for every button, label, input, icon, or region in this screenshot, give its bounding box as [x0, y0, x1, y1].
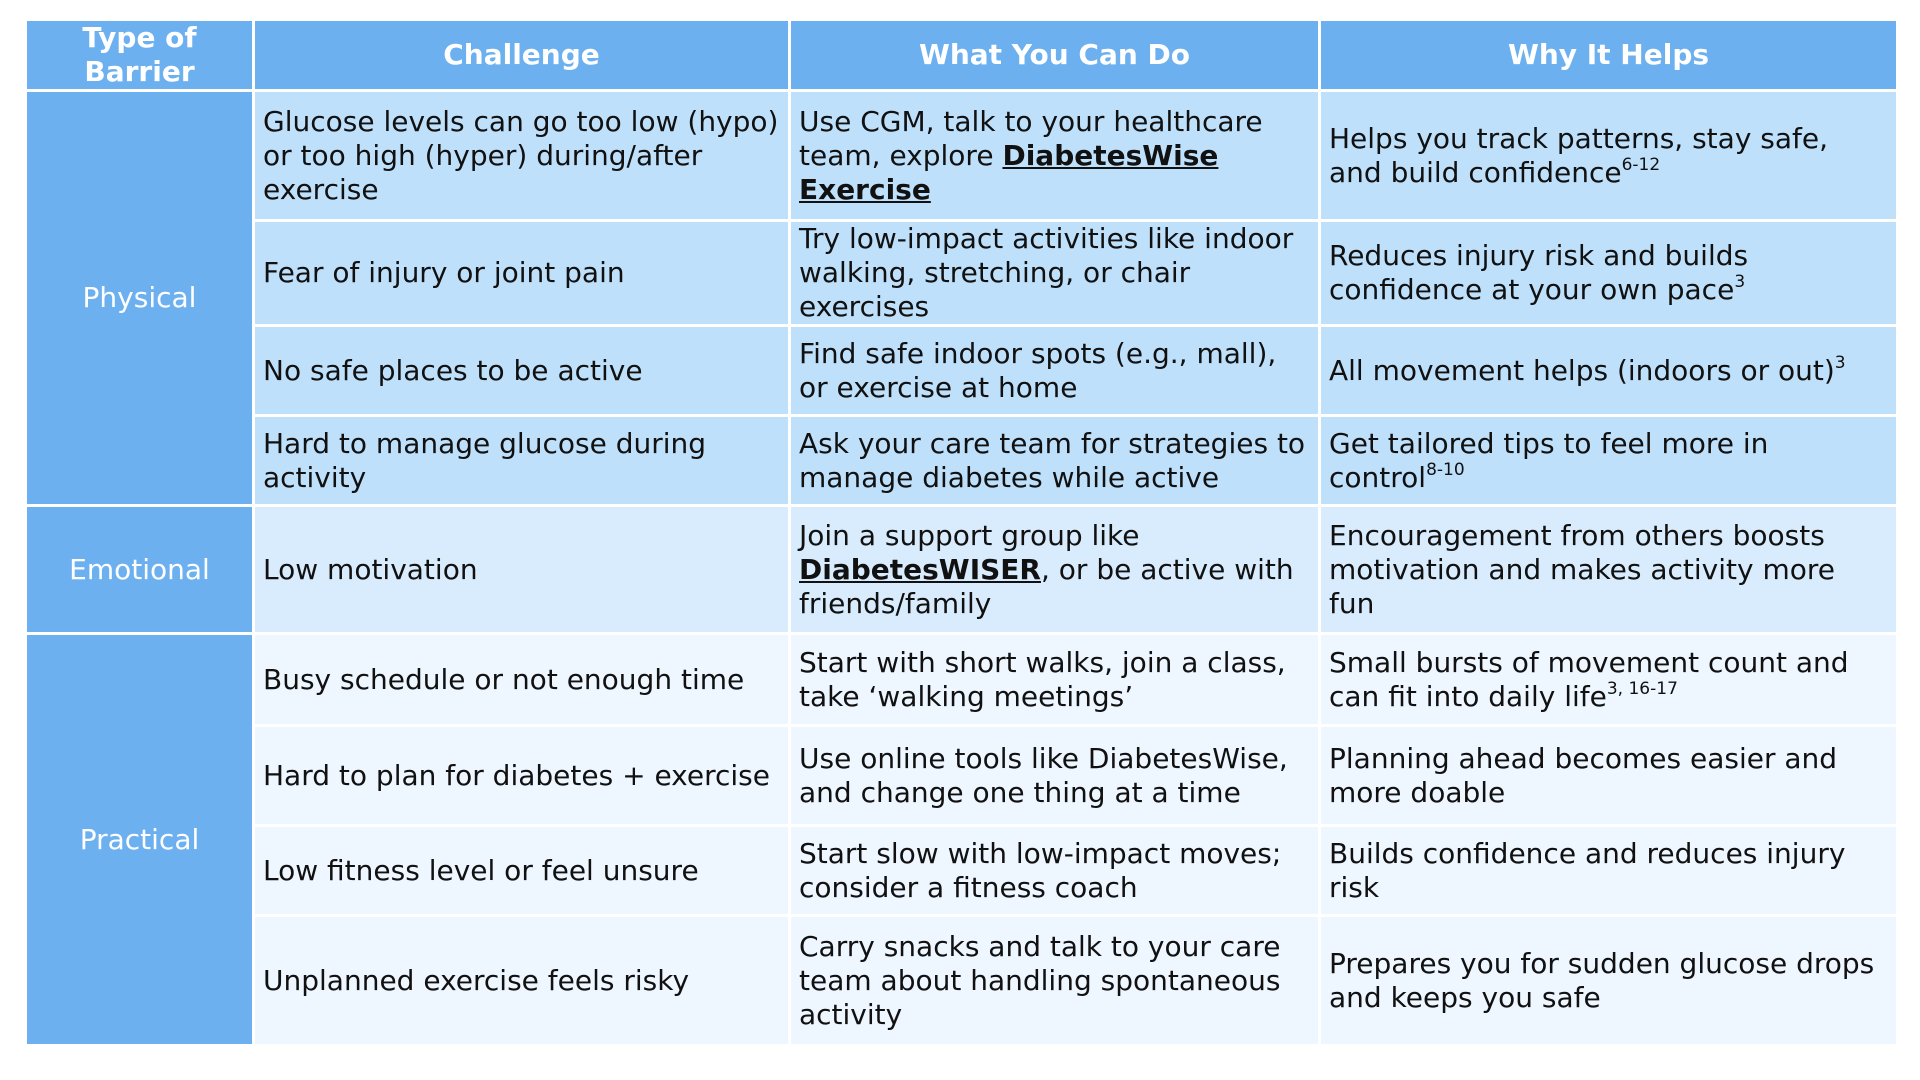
- action-cell: Start slow with low-impact moves; consider a fitness coach: [790, 826, 1320, 916]
- barrier-table: [24, 18, 1899, 1047]
- action-cell: Find safe indoor spots (e.g., mall), or exercise at home: [790, 326, 1320, 416]
- challenge-cell: Busy schedule or not enough time: [254, 634, 790, 726]
- category-emotional: Emotional: [26, 506, 254, 634]
- action-text: Use CGM, talk to your healthcare team, explore: [799, 104, 1263, 172]
- challenge-cell: Fear of injury or joint pain: [254, 221, 790, 326]
- table-row: [26, 634, 1898, 726]
- header-what-you-can-do: What You Can Do: [790, 20, 1320, 91]
- reference-superscript: 3: [1734, 272, 1746, 292]
- action-text: , or be active with friends/family: [799, 552, 1294, 620]
- challenge-cell: Hard to manage glucose during activity: [254, 416, 790, 506]
- table-row: [26, 91, 1898, 221]
- why-text: Helps you track patterns, stay safe, and build confidence: [1329, 121, 1829, 189]
- challenge-cell: Unplanned exercise feels risky: [254, 916, 790, 1046]
- table-row: [26, 506, 1898, 634]
- why-cell: Planning ahead becomes easier and more doable: [1320, 726, 1898, 826]
- why-cell: [1320, 326, 1898, 416]
- challenge-cell: Hard to plan for diabetes + exercise: [254, 726, 790, 826]
- table-row: [26, 916, 1898, 1046]
- why-text: Reduces injury risk and builds confidence at your own pace: [1329, 239, 1749, 306]
- diabeteswise-exercise-link[interactable]: DiabetesWise Exercise: [799, 138, 1219, 206]
- action-text: Join a support group like: [799, 518, 1140, 552]
- reference-superscript: 3: [1834, 352, 1846, 373]
- reference-superscript: 6-12: [1621, 154, 1661, 175]
- challenge-cell: No safe places to be active: [254, 326, 790, 416]
- action-cell: [790, 506, 1320, 634]
- why-cell: [1320, 221, 1898, 326]
- header-type-of-barrier: Type of Barrier: [26, 20, 254, 91]
- header-challenge: Challenge: [254, 20, 790, 91]
- action-cell: Use online tools like DiabetesWise, and change one thing at a time: [790, 726, 1320, 826]
- why-cell: [1320, 91, 1898, 221]
- why-cell: Builds confidence and reduces injury risk: [1320, 826, 1898, 916]
- action-cell: [790, 91, 1320, 221]
- reference-superscript: 3, 16-17: [1606, 678, 1678, 699]
- why-text: All movement helps (indoors or out): [1329, 353, 1835, 387]
- table-row: [26, 221, 1898, 326]
- table-row: [26, 826, 1898, 916]
- why-cell: Encouragement from others boosts motivation and makes activity more fun: [1320, 506, 1898, 634]
- action-cell: Start with short walks, join a class, take ‘walking meetings’: [790, 634, 1320, 726]
- why-cell: [1320, 416, 1898, 506]
- diabeteswiser-link[interactable]: DiabetesWISER: [799, 552, 1041, 586]
- table-row: [26, 416, 1898, 506]
- action-cell: Carry snacks and talk to your care team about handling spontaneous activity: [790, 916, 1320, 1046]
- why-cell: [1320, 634, 1898, 726]
- table-row: [26, 326, 1898, 416]
- reference-superscript: 8-10: [1426, 459, 1465, 480]
- challenge-cell: Glucose levels can go too low (hypo) or too high (hyper) during/after exercise: [254, 91, 790, 221]
- action-cell: Try low-impact activities like indoor walking, stretching, or chair exercises: [790, 221, 1320, 326]
- challenge-cell: Low motivation: [254, 506, 790, 634]
- challenge-cell: Low fitness level or feel unsure: [254, 826, 790, 916]
- why-cell: Prepares you for sudden glucose drops and keeps you safe: [1320, 916, 1898, 1046]
- why-text: Small bursts of movement count and can fit into daily life: [1329, 645, 1849, 713]
- why-text: Get tailored tips to feel more in control: [1329, 426, 1769, 494]
- category-practical: Practical: [26, 634, 254, 1046]
- category-physical: Physical: [26, 91, 254, 506]
- table-row: [26, 726, 1898, 826]
- header-why-it-helps: Why It Helps: [1320, 20, 1898, 91]
- action-cell: Ask your care team for strategies to manage diabetes while active: [790, 416, 1320, 506]
- header-row: [26, 20, 1898, 91]
